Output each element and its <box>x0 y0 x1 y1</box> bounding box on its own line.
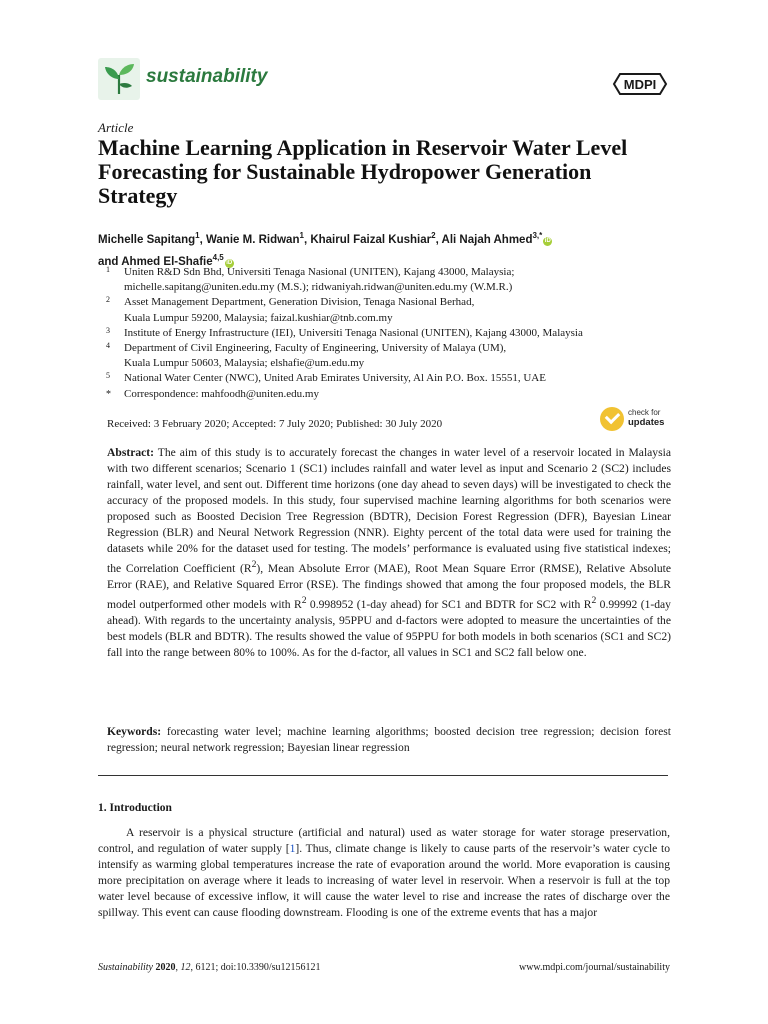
superscript: 2 <box>251 559 257 570</box>
journal-logo[interactable] <box>98 58 288 104</box>
author-list: Michelle Sapitang$^1$, Wanie M. Ridwan$^1$, Khairul Faizal Kushiar$^2$, Ali Najah Ahmed$^{3,*}$iD and Ahmed El-Shafie$^{4,5}$iD <box>98 231 551 268</box>
keywords-label: Keywords: <box>107 725 162 738</box>
affiliation-line[interactable]: Kuala Lumpur 50603, Malaysia; elshafie@um.edu.my <box>124 357 365 370</box>
correspondence <box>98 387 688 402</box>
author-affil-ref: 2 <box>431 231 436 240</box>
affiliation-item <box>98 371 688 386</box>
affiliation-line: Uniten R&D Sdn Bhd, Universiti Tenaga Nasional (UNITEN), Kajang 43000, Malaysia; <box>124 266 515 278</box>
author-name[interactable]: Khairul Faizal Kushiar <box>310 233 432 246</box>
affiliation-number: 4 <box>106 341 110 351</box>
affiliation-line: Asset Management Department, Generation Division, Tenaga Nasional Berhad, <box>124 296 475 309</box>
citation-link[interactable]: 1 <box>289 842 296 855</box>
correspondence-line[interactable]: Correspondence: mahfoodh@uniten.edu.my <box>124 387 319 400</box>
footer-citation: Sustainability 2020, 12, 6121; doi:10.3390/su12156121 <box>98 962 321 973</box>
abstract-text: The aim of this study is to accurately forecast the changes in water level of a reservoir located in Malaysia with two different scenarios; Scenario 1 (SC1) includes rainfall and water level as input and Scenario 2 (SC2) includes rainfall, water level, and sent out. Different time horizons (one day ahead to seven days) will be investigated to check the accuracy of the proposed models. In this study, four supervised machine learning algorithms for both scenarios were proposed such as Boosted Decision Tree Regression (BDTR), Decision Forest Regression (DFR), Bayesian Linear Regression (BLR) and Neural Network Regression (NNR). Eighty percent of the total data were used for training the datasets while 20% for the dataset used for testing. The models’ performance is evaluated using five statistical indexes; the Correlation Coefficient (R <box>107 446 671 575</box>
affiliation-line: National Water Center (NWC), United Arab Emirates University, Al Ain P.O. Box. 15551, UAE <box>124 372 546 385</box>
paragraph-text: ]. Thus, climate change is likely to cause parts of the reservoir’s water cycle to intensify as warming global temperatures increase the rate of evaporation around the world. More evaporation is causing more precipitation on average where it leads to increasing of water level in reservoir. When a reservoir is full at the top water level because of excessive inflow, it will cause the water level to rise and increase the rates of discharge over the spillway. This event can cause flooding downstream. Flooding is one of the extreme events that has a major <box>98 842 670 919</box>
affiliation-line: Institute of Energy Infrastructure (IEI), Universiti Tenaga Nasional (UNITEN), Kajang 43000, Malaysia <box>124 326 583 339</box>
affiliation-number: 1 <box>106 265 110 274</box>
affiliation-line[interactable]: Kuala Lumpur 59200, Malaysia; faizal.kushiar@tnb.com.my <box>124 311 393 324</box>
orcid-icon[interactable]: iD <box>544 237 551 244</box>
author-connector: and <box>98 255 119 268</box>
check-updates-icon <box>600 407 624 431</box>
check-updates-line2: updates <box>628 417 665 428</box>
footer-doi[interactable]: , 6121; doi:10.3390/su12156121 <box>190 962 321 973</box>
affiliation-number: 3 <box>106 325 110 335</box>
author-affil-ref: 4,5 <box>212 252 224 262</box>
check-updates-line1: check for <box>628 408 661 417</box>
author-affil-ref: 1 <box>299 231 304 240</box>
publication-dates: Received: 3 February 2020; Accepted: 7 July 2020; Published: 30 July 2020 <box>107 418 443 430</box>
affiliation-number: 2 <box>106 295 110 305</box>
affiliation-number: 5 <box>106 371 110 381</box>
superscript: 2 <box>301 594 307 606</box>
affiliation-item <box>98 326 688 341</box>
orcid-icon[interactable]: iD <box>226 259 233 266</box>
affiliation-item <box>98 341 688 371</box>
correspondence-marker: * <box>106 388 111 400</box>
introduction-paragraph <box>98 825 670 921</box>
abstract-text: 0.998952 (1-day ahead) for SC1 and BDTR for SC2 with R <box>306 597 592 611</box>
affiliation-list <box>98 265 688 402</box>
footer-url[interactable]: www.mdpi.com/journal/sustainability <box>518 962 670 973</box>
affiliation-line[interactable]: michelle.sapitang@uniten.edu.my (M.S.); ridwaniyah.ridwan@uniten.edu.my (W.M.R.) <box>124 281 513 294</box>
author-name[interactable]: Ali Najah Ahmed <box>441 233 533 246</box>
article-type: Article <box>98 120 134 135</box>
section-heading: 1. Introduction <box>98 802 172 814</box>
paper-title: Machine Learning Application in Reservoir Water Level Forecasting for Sustainable Hydropower Generation Strategy <box>98 135 628 208</box>
author-affil-ref: 3,* <box>532 231 543 240</box>
section-divider <box>98 775 668 776</box>
footer-journal: Sustainability <box>98 962 153 973</box>
abstract-label: Abstract: <box>107 446 155 459</box>
affiliation-item <box>98 265 688 295</box>
footer-volume: 12 <box>180 962 191 973</box>
author-name[interactable]: Ahmed El-Shafie <box>121 255 213 268</box>
affiliation-line: Department of Civil Engineering, Faculty of Engineering, University of Malaya (UM), <box>124 342 507 355</box>
footer-year: 2020 <box>155 962 176 973</box>
author-name[interactable]: Wanie M. Ridwan <box>205 233 300 246</box>
keywords-text: forecasting water level; machine learning algorithms; boosted decision tree regression; decision forest regression; neural network regression; Bayesian linear regression <box>107 725 672 754</box>
mdpi-logo[interactable] <box>612 68 668 100</box>
author-name[interactable]: Michelle Sapitang <box>98 233 196 246</box>
superscript: 2 <box>591 594 597 606</box>
check-for-updates-badge[interactable] <box>600 405 672 435</box>
keywords <box>107 724 671 756</box>
abstract <box>107 445 671 661</box>
abstract-text: ), Mean Absolute Error (MAE), Root Mean Square Error (RMSE), Relative Absolute Error (RAE), and Relative Squared Error (RSE). The findings showed that among the four proposed models, the BLR model outperformed other models with R <box>107 561 671 611</box>
journal-name: sustainability <box>146 66 268 87</box>
paragraph-text: A reservoir is a physical structure (artificial and natural) used as water storage for water storage preservation, control, and regulation of water supply [ <box>98 826 670 855</box>
author-affil-ref: 1 <box>195 231 200 240</box>
affiliation-item <box>98 295 688 325</box>
abstract-text: 0.99992 (1-day ahead). With regards to the uncertainty analysis, 95PPU and d-factors were adopted to measure the uncertainties of the best models (BLR and BDTR). The results showed the value of 95PPU for both models in both scenarios (SC1 and SC2) fall into the range between 80% to 100%. As for the d-factor, all values in SC1 and SC2 fall below one. <box>107 597 671 659</box>
mdpi-logo-text: MDPI <box>623 77 657 92</box>
sprout-icon <box>98 58 140 100</box>
